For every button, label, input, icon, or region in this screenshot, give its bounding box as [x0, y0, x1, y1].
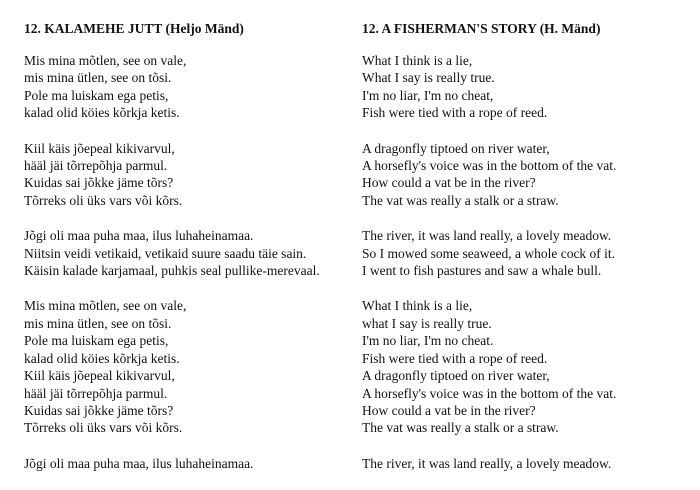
- verse-line: Kuidas sai jõkke jäme tõrs?: [24, 402, 174, 418]
- verse-line: What I think is a lie,: [362, 53, 473, 68]
- stanza: [362, 297, 692, 436]
- verse-line: A dragonfly tiptoed on river water,: [362, 140, 550, 156]
- stanza: [24, 455, 354, 472]
- verse-line: Pole ma luiskam ega petis,: [24, 333, 169, 349]
- verse-line: Fish were tied with a rope of reed.: [362, 105, 548, 121]
- verse-line: The vat was really a stalk or a straw.: [362, 192, 559, 208]
- verse-line: mis mina ütlen, see on tõsi.: [24, 70, 172, 86]
- stanza: [24, 297, 354, 436]
- stanza: [362, 227, 692, 279]
- verse-line: I'm no liar, I'm no cheat.: [362, 333, 494, 349]
- verse-line: Mis mina mõtlen, see on vale,: [24, 298, 187, 314]
- stanza: [362, 455, 692, 472]
- verse-line: hääl jäi tõrrepõhja parmul.: [24, 385, 168, 401]
- stanza: [362, 140, 692, 210]
- verse-line: A dragonfly tiptoed on river water,: [362, 368, 550, 384]
- estonian-song-title: 12. KALAMEHE JUTT (Heljo Mänd): [24, 21, 244, 36]
- stanza: [24, 227, 354, 279]
- verse-line: The river, it was land really, a lovely meadow.: [362, 228, 612, 244]
- verse-line: A horsefly's voice was in the bottom of the vat.: [362, 385, 617, 401]
- verse-line: So I mowed some seaweed, a whole cock of it.: [362, 245, 616, 261]
- verse-line: Jõgi oli maa puha maa, ilus luhaheinamaa.: [24, 455, 254, 471]
- verse-line: Tõrreks oli üks vars või kõrs.: [24, 192, 183, 208]
- stanza: [24, 52, 354, 122]
- verse-line: What I think is a lie,: [362, 298, 473, 314]
- verse-line: Mis mina mõtlen, see on vale,: [24, 53, 187, 68]
- verse-line: Kiil käis jõepeal kikivarvul,: [24, 368, 175, 384]
- verse-line: Kiil käis jõepeal kikivarvul,: [24, 140, 175, 156]
- verse-line: How could a vat be in the river?: [362, 402, 536, 418]
- verse-line: Niitsin veidi vetikaid, vetikaid suure saadu täie sain.: [24, 245, 307, 261]
- english-stanzas: [362, 52, 692, 472]
- verse-line: kalad olid köies kõrkja ketis.: [24, 350, 180, 366]
- verse-line: kalad olid köies kõrkja ketis.: [24, 105, 180, 121]
- estonian-stanzas: [24, 52, 354, 472]
- verse-line: Kuidas sai jõkke jäme tõrs?: [24, 175, 174, 191]
- verse-line: mis mina ütlen, see on tõsi.: [24, 315, 172, 331]
- verse-line: Jõgi oli maa puha maa, ilus luhaheinamaa.: [24, 228, 254, 244]
- verse-line: Pole ma luiskam ega petis,: [24, 87, 169, 103]
- verse-line: The vat was really a stalk or a straw.: [362, 420, 559, 436]
- verse-line: what I say is really true.: [362, 315, 492, 331]
- estonian-column: [24, 20, 354, 490]
- stanza: [362, 52, 692, 122]
- verse-line: Fish were tied with a rope of reed.: [362, 350, 548, 366]
- verse-line: Tõrreks oli üks vars või kõrs.: [24, 420, 183, 436]
- english-column: [362, 20, 692, 490]
- verse-line: What I say is really true.: [362, 70, 495, 86]
- verse-line: How could a vat be in the river?: [362, 175, 536, 191]
- verse-line: I went to fish pastures and saw a whale bull.: [362, 263, 602, 279]
- english-song-title: 12. A FISHERMAN'S STORY (H. Mänd): [362, 21, 601, 36]
- verse-line: I'm no liar, I'm no cheat,: [362, 87, 494, 103]
- verse-line: The river, it was land really, a lovely meadow.: [362, 455, 612, 471]
- stanza: [24, 140, 354, 210]
- verse-line: Käisin kalade karjamaal, puhkis seal pullike-merevaal.: [24, 263, 320, 279]
- verse-line: hääl jäi tõrrepõhja parmul.: [24, 158, 168, 174]
- verse-line: A horsefly's voice was in the bottom of the vat.: [362, 158, 617, 174]
